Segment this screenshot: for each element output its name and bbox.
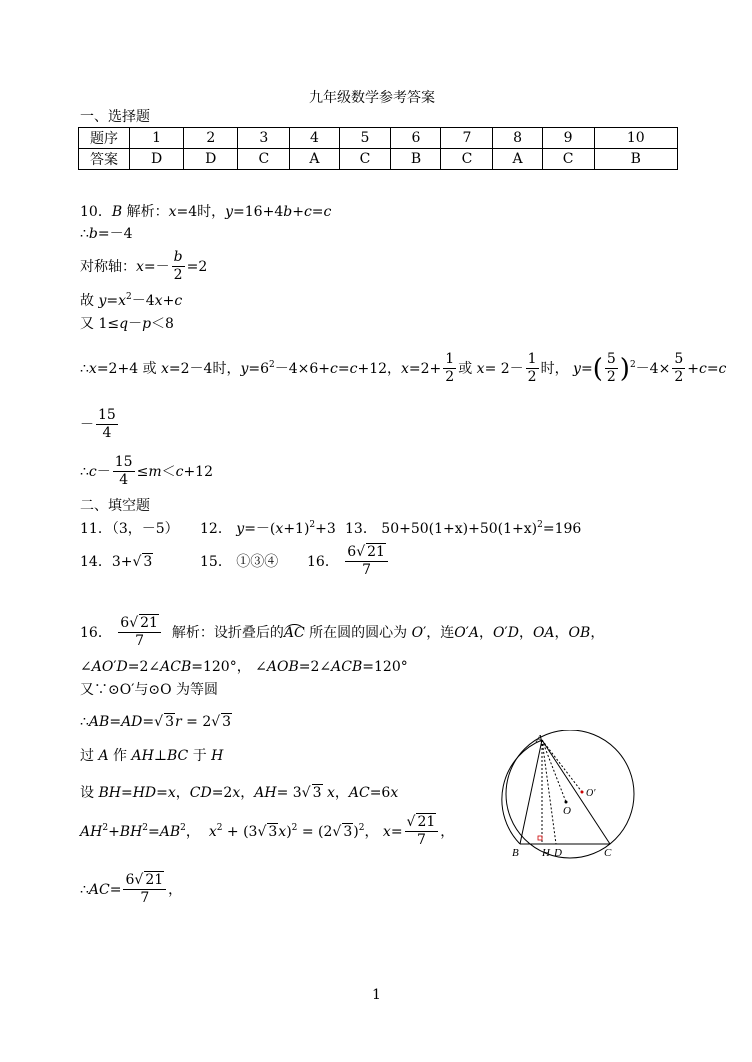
table-cell: C — [441, 149, 493, 170]
q10-line3: 对称轴：x=－ $\frac{b}{2}$ =2 — [80, 249, 208, 284]
segment-AC — [542, 740, 610, 844]
q10-line7: － $\frac{15}{4}$ — [80, 407, 116, 442]
table-cell: 9 — [542, 128, 594, 149]
label-B: B — [512, 847, 519, 859]
label-Oprime: O′ — [586, 788, 596, 799]
row-label: 答案 — [79, 149, 130, 170]
table-cell: 5 — [339, 128, 391, 149]
section-heading-choice: 一、选择题 — [80, 109, 150, 125]
q10-line6: ∴x=2+4 或 x=2－4时，$y=6^2-4\times 6+c=c+12$，x=2+ $\frac{1}{2}$ 或 x= 2－ $\frac{1}{2}$ 时， y=( $\frac{5}{2}$ )$^2$－4× $\frac{5}{2}$ +c=c — [80, 351, 727, 386]
table-cell: 4 — [290, 128, 339, 149]
point-Oprime — [581, 791, 584, 794]
q16-line4: ∴AB=AD=√ 3r = 2√ 3 — [80, 714, 232, 730]
fill-q12: 12． $y=-(x+1)^2+3$ — [200, 520, 336, 537]
q10-line8: ∴c－ $\frac{15}{4}$ ≤m＜c+12 — [80, 454, 213, 489]
table-cell: 3 — [238, 128, 290, 149]
q16-line3: 又∵⊙O′与⊙O 为等圆 — [80, 682, 219, 698]
q10-line5: 又 1≤q－p＜8 — [80, 316, 174, 332]
table-cell: A — [290, 149, 339, 170]
table-cell: D — [184, 149, 238, 170]
q16-line5: 过 A 作 AH⊥BC 于 H — [80, 748, 224, 764]
q10-line2: ∴b=－4 — [80, 226, 133, 242]
table-cell: A — [493, 149, 542, 170]
right-angle-mark — [538, 836, 542, 840]
page-number: 1 — [372, 987, 381, 1003]
section-heading-fill: 二、填空题 — [80, 498, 150, 514]
q16-line8: ∴AC= $\frac{6√ 21}{7}$ ， — [80, 872, 183, 907]
q16-line1: 16． $\frac{6√ 21}{7}$ 解析：设折叠后的AC 所在圆的圆心为 O′，连O′A，O′D，OA，OB， — [80, 615, 605, 650]
table-cell: C — [339, 149, 391, 170]
label-H: H — [542, 847, 550, 859]
fill-line1: 11．（3，－5） — [80, 521, 179, 537]
q16-line6: 设 BH=HD=x，CD=2x，AH= 3√ 3 x，AC=6x — [80, 785, 399, 801]
q10-line1: 10．B 解析：x=4时，y=16+4b+c=c — [80, 204, 332, 220]
table-cell: 7 — [441, 128, 493, 149]
table-cell: 6 — [391, 128, 441, 149]
q16-line2: ∠AO′D=2∠ACB=120°， ∠AOB=2∠ACB=120° — [80, 659, 408, 675]
label-D: D — [554, 847, 562, 859]
fill-q16: 16． $\frac{6√ 21}{7}$ — [307, 545, 390, 579]
answer-table — [78, 127, 678, 170]
label-A: A — [536, 733, 543, 745]
fill-q15: 15． ①③④ — [200, 554, 279, 570]
table-cell: C — [542, 149, 594, 170]
page-title: 九年级数学参考答案 — [309, 90, 435, 106]
point-O — [565, 801, 568, 804]
table-cell: C — [238, 149, 290, 170]
folded-arc — [502, 740, 542, 844]
table-cell: 2 — [184, 128, 238, 149]
table-cell: B — [594, 149, 677, 170]
table-row — [79, 128, 678, 149]
label-O: O — [563, 805, 571, 817]
table-cell: 1 — [130, 128, 184, 149]
q10-line4: 故 $y=x^2-4x+c$ — [80, 292, 183, 309]
table-cell: 10 — [594, 128, 677, 149]
table-cell: 8 — [493, 128, 542, 149]
label-C: C — [604, 847, 612, 859]
table-row — [79, 149, 678, 170]
segment-AD — [542, 740, 556, 844]
table-cell: D — [130, 149, 184, 170]
segment-AB — [520, 740, 542, 844]
q16-line7: $AH^2+BH^2=AB^2$， $x^2 + (3√$ 3x)$^2$ = (2√ 3)$^2$， x= $\frac{√ 21}{7}$ ， — [80, 814, 455, 849]
row-label: 题序 — [79, 128, 130, 149]
circle-O — [506, 730, 634, 858]
table-cell: B — [391, 149, 441, 170]
fill-q13: 13． $50+50(1+x)+50(1+x)^2=196$ — [345, 520, 582, 537]
fill-q14: 14．3+√ 3 — [80, 554, 153, 570]
geometry-figure — [498, 730, 648, 860]
